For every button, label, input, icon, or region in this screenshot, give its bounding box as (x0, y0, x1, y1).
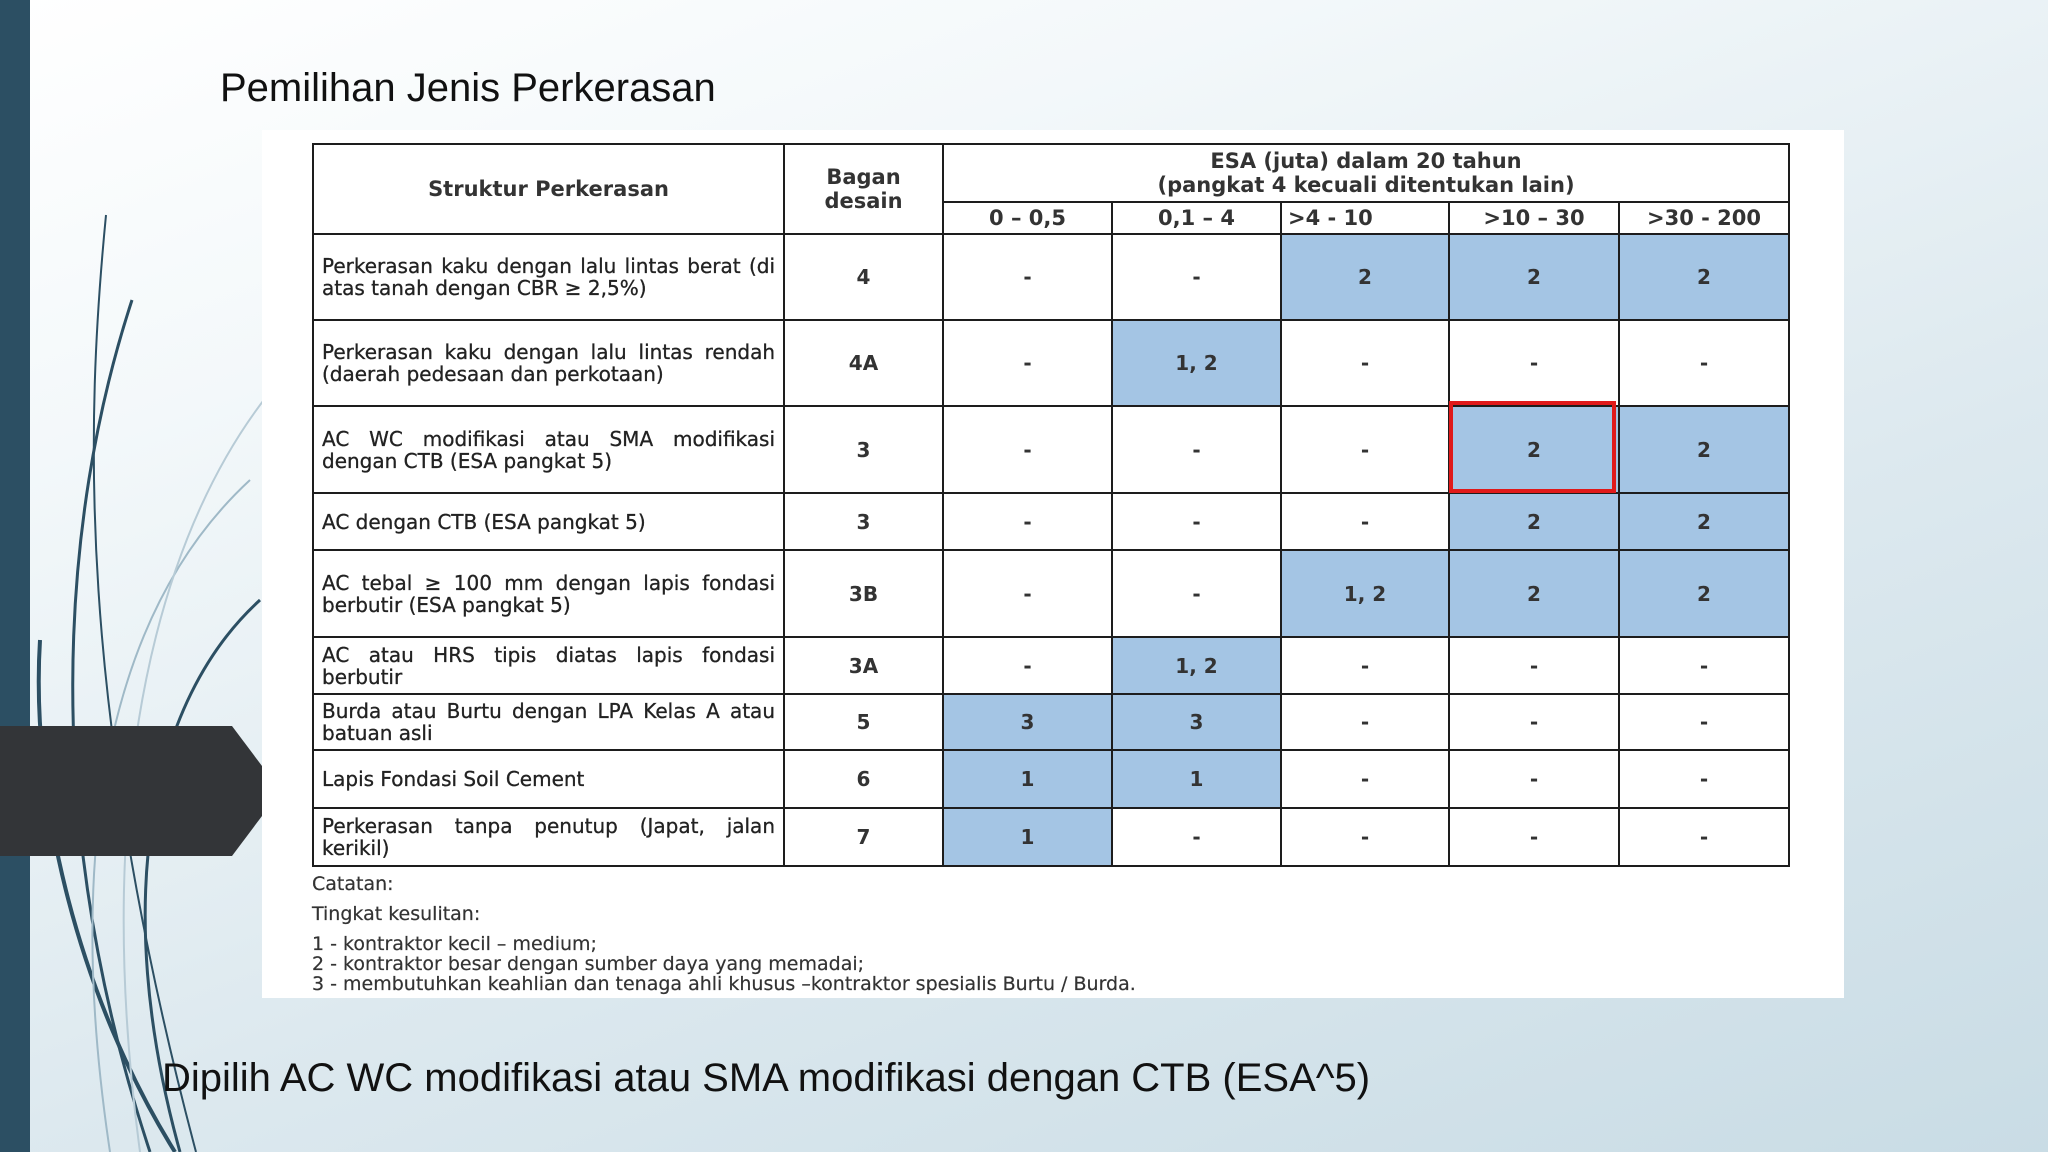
value-cell: - (1281, 637, 1449, 694)
table-row (313, 637, 1789, 694)
value-cell: - (1619, 750, 1789, 808)
header-range-0: 0 – 0,5 (943, 202, 1112, 234)
value-cell: - (943, 320, 1112, 406)
value-cell: - (943, 234, 1112, 320)
structure-cell: AC dengan CTB (ESA pangkat 5) (313, 493, 784, 550)
value-cell: - (943, 550, 1112, 637)
value-cell: - (1281, 406, 1449, 493)
highlighted-value-cell: 2 (1449, 406, 1619, 493)
value-cell: - (1449, 750, 1619, 808)
value-cell: 1 (943, 750, 1112, 808)
value-cell: - (1281, 750, 1449, 808)
value-cell: 1 (943, 808, 1112, 866)
table-row (313, 694, 1789, 750)
value-cell: 2 (1449, 550, 1619, 637)
value-cell: - (943, 406, 1112, 493)
value-cell: 3 (943, 694, 1112, 750)
value-cell: - (1281, 808, 1449, 866)
value-cell: - (943, 493, 1112, 550)
value-cell: - (1281, 320, 1449, 406)
header-range-3: >10 – 30 (1449, 202, 1619, 234)
dark-tab-shape (0, 726, 262, 856)
header-esa-line1: ESA (juta) dalam 20 tahun (1210, 149, 1522, 173)
structure-cell: Perkerasan kaku dengan lalu lintas rendah (daerah pedesaan dan perkotaan) (313, 320, 784, 406)
value-cell: 1 (1112, 750, 1281, 808)
value-cell: 1, 2 (1112, 637, 1281, 694)
notes-item-2: 2 - kontraktor besar dengan sumber daya yang memadai; (312, 953, 865, 975)
header-range-4: >30 - 200 (1619, 202, 1789, 234)
header-esa (943, 144, 1789, 202)
value-cell: - (1449, 637, 1619, 694)
notes-item-1: 1 - kontraktor kecil – medium; (312, 933, 597, 955)
value-cell: 2 (1619, 550, 1789, 637)
value-cell: 2 (1619, 493, 1789, 550)
value-cell: - (1281, 493, 1449, 550)
value-cell: 2 (1449, 234, 1619, 320)
pavement-selection-table (312, 143, 1790, 867)
header-struktur: Struktur Perkerasan (313, 144, 784, 234)
table-row (313, 406, 1789, 493)
value-cell: - (1449, 694, 1619, 750)
table-row (313, 493, 1789, 550)
value-cell: - (1112, 406, 1281, 493)
bagan-cell: 3 (784, 493, 943, 550)
table-notes (312, 874, 1772, 994)
table-row (313, 550, 1789, 637)
value-cell: 1, 2 (1281, 550, 1449, 637)
notes-item-3: 3 - membutuhkan keahlian dan tenaga ahli khusus –kontraktor spesialis Burtu / Burda. (312, 973, 1136, 995)
value-cell: 2 (1281, 234, 1449, 320)
structure-cell: AC atau HRS tipis diatas lapis fondasi berbutir (313, 637, 784, 694)
value-cell: - (1619, 808, 1789, 866)
value-cell: 1, 2 (1112, 320, 1281, 406)
table-row (313, 234, 1789, 320)
table-row (313, 750, 1789, 808)
value-cell: 3 (1112, 694, 1281, 750)
table-body (313, 234, 1789, 866)
table-row (313, 320, 1789, 406)
bagan-cell: 4 (784, 234, 943, 320)
structure-cell: Burda atau Burtu dengan LPA Kelas A atau batuan asli (313, 694, 784, 750)
bagan-cell: 7 (784, 808, 943, 866)
table-row (313, 808, 1789, 866)
decorative-curves (0, 0, 300, 1152)
value-cell: - (1619, 694, 1789, 750)
header-range-2: >4 - 10 (1281, 202, 1449, 234)
bagan-cell: 4A (784, 320, 943, 406)
structure-cell: AC WC modifikasi atau SMA modifikasi dengan CTB (ESA pangkat 5) (313, 406, 784, 493)
structure-cell: AC tebal ≥ 100 mm dengan lapis fondasi berbutir (ESA pangkat 5) (313, 550, 784, 637)
value-cell: 2 (1449, 493, 1619, 550)
value-cell: - (1449, 808, 1619, 866)
value-cell: - (1619, 320, 1789, 406)
value-cell: - (1112, 550, 1281, 637)
value-cell: 2 (1619, 234, 1789, 320)
table-image-panel (262, 130, 1844, 998)
slide-title: Pemilihan Jenis Perkerasan (220, 66, 716, 110)
bagan-cell: 5 (784, 694, 943, 750)
value-cell: - (1619, 637, 1789, 694)
value-cell: - (1112, 493, 1281, 550)
value-cell: - (943, 637, 1112, 694)
header-range-1: 0,1 – 4 (1112, 202, 1281, 234)
structure-cell: Lapis Fondasi Soil Cement (313, 750, 784, 808)
value-cell: - (1281, 694, 1449, 750)
conclusion-text: Dipilih AC WC modifikasi atau SMA modifikasi dengan CTB (ESA^5) (162, 1056, 1371, 1100)
bagan-cell: 3B (784, 550, 943, 637)
bagan-cell: 3 (784, 406, 943, 493)
value-cell: 2 (1619, 406, 1789, 493)
structure-cell: Perkerasan tanpa penutup (Japat, jalan kerikil) (313, 808, 784, 866)
value-cell: - (1112, 234, 1281, 320)
bagan-cell: 6 (784, 750, 943, 808)
value-cell: - (1112, 808, 1281, 866)
header-bagan: Bagan desain (784, 144, 943, 234)
bagan-cell: 3A (784, 637, 943, 694)
value-cell: - (1449, 320, 1619, 406)
notes-heading: Catatan: (312, 873, 394, 895)
structure-cell: Perkerasan kaku dengan lalu lintas berat (di atas tanah dengan CBR ≥ 2,5%) (313, 234, 784, 320)
header-esa-line2: (pangkat 4 kecuali ditentukan lain) (1157, 173, 1575, 197)
notes-subheading: Tingkat kesulitan: (312, 903, 481, 925)
